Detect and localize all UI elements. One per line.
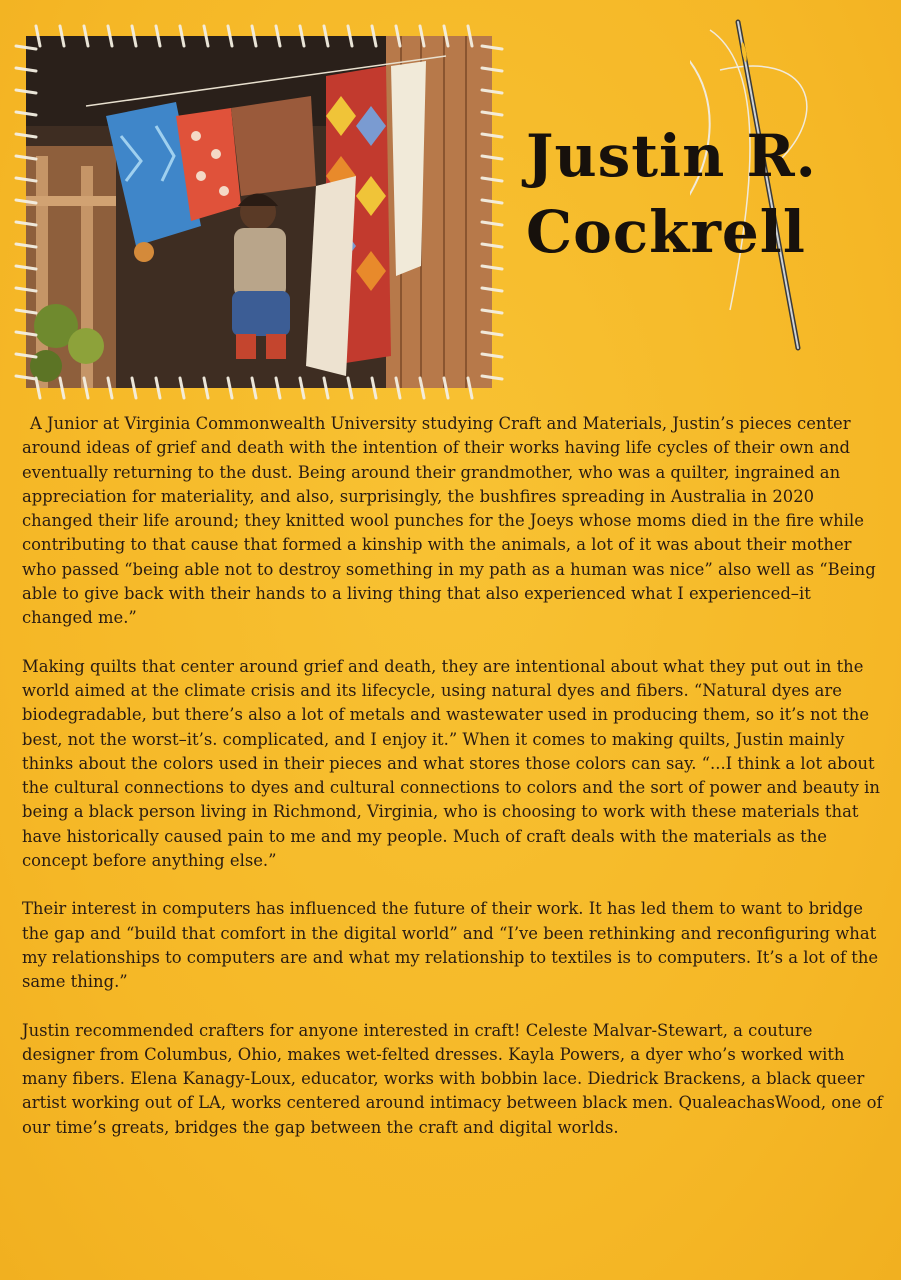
thread-stitch-icon [14, 22, 504, 402]
title-line-2: Cockrell [526, 198, 806, 266]
article-body [22, 412, 884, 1164]
paragraph-3: Their interest in computers has influenced the future of their work. It has led them to want to bridge the gap and “build that comfort in the digital world” and “I’ve been rethinking and reconfiguring what my relationships to computers are and what my relationship to textiles is to computers. It’s a lot of the same thing.” [22, 899, 879, 992]
title-line-1: Justin R. [526, 122, 817, 190]
paragraph-1: A Junior at Virginia Commonwealth University studying Craft and Materials, Justin’s pieces center around ideas of grief and death with the intention of their works having life cycles of their own and eventually returning to the dust. Being around their grandmother, who was a quilter, ingrained an appreciation for materiality, and also, surprisingly, the bushfires spreading in Australia in 2020 changed their life around; they knitted wool punches for the Joeys whose moms died in the fire while contributing to that cause that formed a kinship with the animals, a lot of it was about their mother who passed “being able not to destroy something in my path as a human was nice” also well as “Being able to give back with their hands to a living thing that also experienced what I experienced–it changed me.” [22, 414, 876, 628]
paragraph-2: Making quilts that center around grief and death, they are intentional about what they put out in the world aimed at the climate crisis and its lifecycle, using natural dyes and fibers. “Natural dyes are biodegradable, but there’s also a lot of metals and wastewater used in producing them, so it’s not the best, not the worst–it’s. complicated, and I enjoy it.” When it comes to making quilts, Justin mainly thinks about the colors used in their pieces and what stores those colors can say. “...I think a lot about the cultural connections to dyes and cultural connections to colors and the sort of power and beauty in being a black person living in Richmond, Virginia, who is choosing to work with these materials that have historically caused pain to me and my people. Much of craft deals with the materials as the concept before anything else.” [22, 656, 880, 871]
page-title [526, 118, 886, 270]
paragraph-4: Justin recommended crafters for anyone interested in craft! Celeste Malvar-Stewart, a couture designer from Columbus, Ohio, makes wet-felted dresses. Kayla Powers, a dyer who’s worked with many fibers. Elena Kanagy-Loux, educator, works with bobbin lace. Diedrick Brackens, a black queer artist working out of LA, works centered around intimacy between black men. QualeachasWood, one of our time’s greats, bridges the gap between the craft and digital worlds. [22, 1020, 883, 1137]
photo-frame [14, 22, 504, 402]
